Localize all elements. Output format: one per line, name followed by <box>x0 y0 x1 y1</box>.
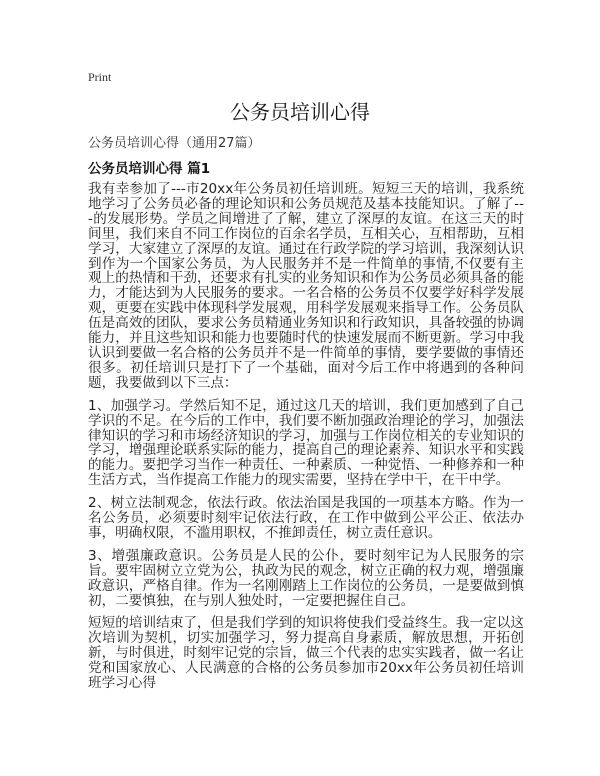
paragraph: 3、增强廉政意识。公务员是人民的公仆，要时刻牢记为人民服务的宗旨。要牢固树立立党为公，执政为民的观念，树立正确的权力观，增强廉政意识，严格自律。作为一名刚刚踏上工作岗位的公务员，一是要做到慎初，二要慎独，在与别人独处时，一定要把握住自己。 <box>88 547 524 609</box>
paragraph: 短短的培训结束了，但是我们学到的知识将使我们受益终生。我一定以这次培训为契机，切实加强学习，努力提高自身素质，解放思想，开拓创新，与时俱进，时刻牢记党的宗旨，做三个代表的忠实实践者，做一名让党和国家放心、人民满意的合格的公务员参加市20xx年公务员初任培训班学习心得 <box>88 615 524 692</box>
paragraph: 我有幸参加了---市20xx年公务员初任培训班。短短三天的培训，我系统地学习了公务员必备的理论知识和公务员规范及基本技能知识。了解了---的发展形势。学员之间增进了了解，建立了深厚的友谊。在这三天的时间里，我们来自不同工作岗位的百余名学员，互相关心，互相帮助，互相学习，大家建立了深厚的友谊。通过在行政学院的学习培训，我深刻认识到作为一个国家公务员，为人民服务并不是一件简单的事情,不仅要有主观上的热情和干劲，还要求有扎实的业务知识和作为公务员必须具备的能力，才能达到为人民服务的要求。一名合格的公务员不仅要学好科学发展观，更要在实践中体现科学发展观，用科学发展观来指导工作。公务员队伍是高效的团队，要求公务员精通业务知识和行政知识，具备较强的协调能力，并且这些知识和能力也要随时代的快速发展而不断更新。学习中我认识到要做一名合格的公务员并不是一件简单的事情，要学要做的事情还很多。初任培训只是打下了一个基础，面对今后工作中将遇到的各种问题，我要做到以下三点： <box>88 181 524 391</box>
document-title: 公务员培训心得 <box>230 100 370 124</box>
section-heading: 公务员培训心得 篇1 <box>88 161 211 177</box>
paragraph: 2、树立法制观念，依法行政。依法治国是我国的一项基本方略。作为一名公务员，必须要时刻牢记依法行政，在工作中做到公平公正、依法办事，明确权限，不滥用职权，不推卸责任，树立责任意识。 <box>88 495 524 541</box>
document-body <box>88 182 524 699</box>
print-link[interactable]: Print <box>88 70 112 84</box>
paragraph: 1、加强学习。学然后知不足，通过这几天的培训，我们更加感到了自己学识的不足。在今后的工作中，我们要不断加强政治理论的学习，加强法律知识的学习和市场经济知识的学习，加强与工作岗位相关的专业知识的学习，增强理论联系实际的能力，提高自己的理论素养、知识水平和实践的能力。要把学习当作一种责任、一种素质、一种觉悟、一种修养和一种生活方式，当作提高工作能力的现实需要，坚持在学中干，在干中学。 <box>88 397 524 489</box>
document-subtitle: 公务员培训心得（通用27篇） <box>88 136 261 151</box>
